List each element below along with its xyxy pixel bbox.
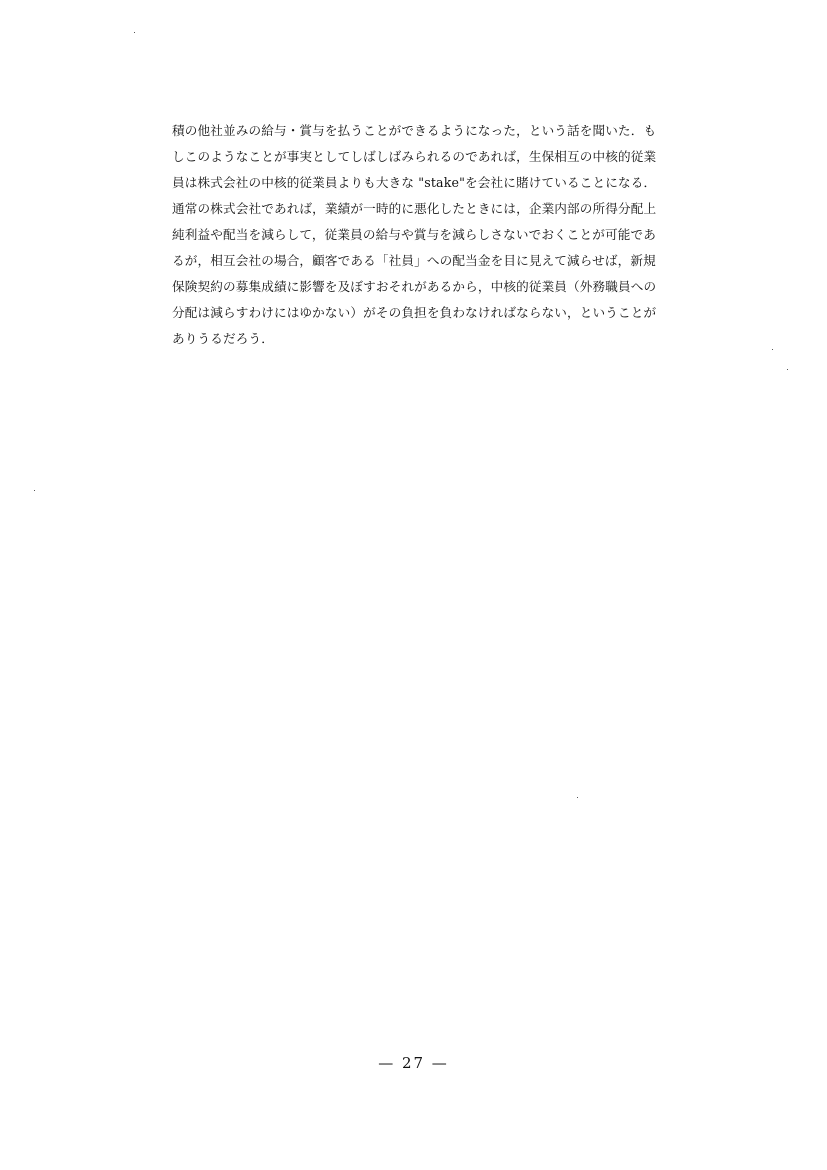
text-line-1: 積の他社並みの給与・賞与を払うことができるようになった，という話を聞いた．も bbox=[172, 123, 657, 138]
text-line-4: 通常の株式会社であれば，業績が一時的に悪化したときには，企業内部の所得分配上 bbox=[172, 201, 657, 216]
page-number: — 27 — bbox=[378, 1054, 449, 1072]
body-paragraph bbox=[172, 118, 692, 352]
text-line-8: 分配は減らすわけにはゆかない）がその負担を負わなければならない，ということが bbox=[172, 305, 657, 320]
text-line-6: るが，相互会社の場合，顧客である「社員」への配当金を目に見えて減らせば，新規 bbox=[172, 253, 656, 268]
scan-speck bbox=[577, 797, 578, 798]
text-line-9: ありうるだろう． bbox=[172, 331, 274, 346]
text-line-5: 純利益や配当を減らして，従業員の給与や賞与を減らしさないでおくことが可能であ bbox=[172, 227, 657, 242]
scan-speck bbox=[787, 369, 788, 370]
scan-speck bbox=[772, 349, 773, 350]
text-line-3: 員は株式会社の中核的従業員よりも大きな "stake"を会社に賭けていることになる． bbox=[172, 175, 657, 190]
scan-speck bbox=[34, 490, 35, 491]
scan-speck bbox=[134, 32, 135, 33]
text-line-7: 保険契約の募集成績に影響を及ぼすおそれがあるから，中核的従業員（外務職員への bbox=[172, 279, 657, 294]
text-line-2: しこのようなことが事実としてしばしばみられるのであれば，生保相互の中核的従業 bbox=[172, 149, 657, 164]
